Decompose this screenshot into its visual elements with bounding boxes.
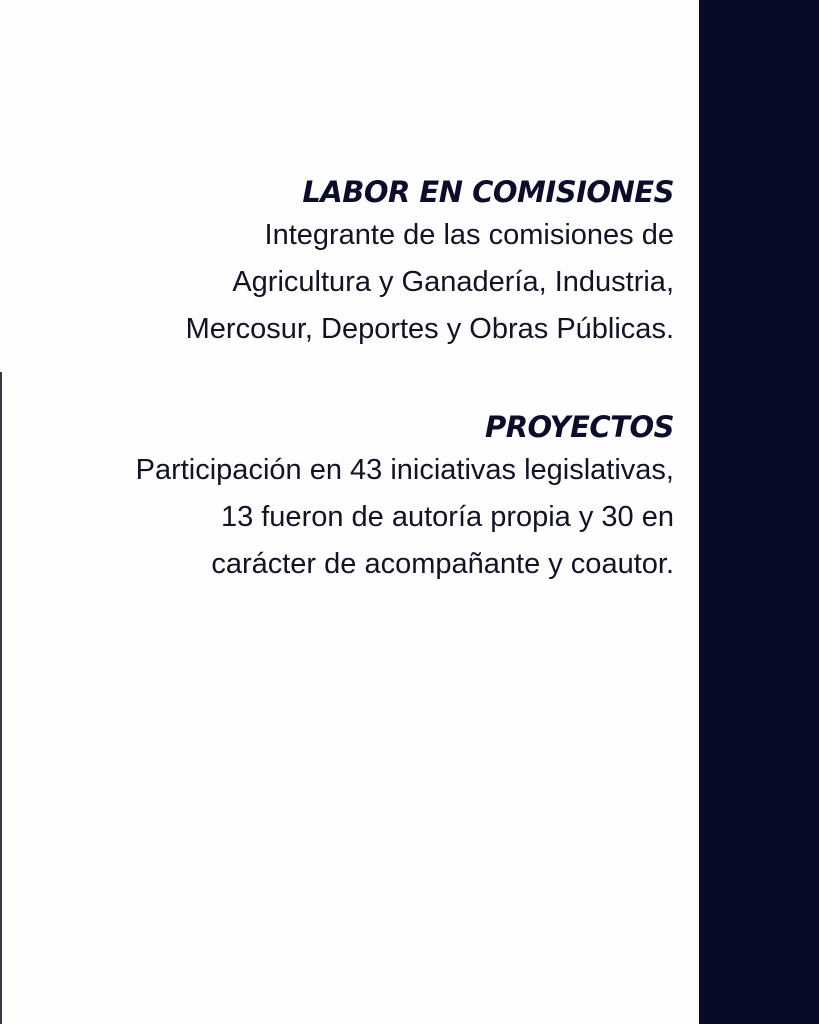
right-accent-band bbox=[699, 0, 819, 1024]
projects-description bbox=[40, 447, 674, 588]
projects-section bbox=[40, 407, 674, 588]
commissions-heading: LABOR EN COMISIONES bbox=[302, 175, 674, 209]
commissions-line-1: Integrante de las comisiones de bbox=[264, 219, 674, 251]
commissions-description bbox=[40, 212, 674, 353]
commissions-line-3: Mercosur, Deportes y Obras Públicas. bbox=[185, 313, 674, 345]
projects-line-1: Participación en 43 iniciativas legislativas, bbox=[135, 454, 674, 486]
projects-heading: PROYECTOS bbox=[484, 410, 674, 444]
projects-line-2: 13 fueron de autoría propia y 30 en bbox=[220, 501, 674, 533]
left-edge-line bbox=[0, 372, 2, 1024]
commissions-line-2: Agricultura y Ganadería, Industria, bbox=[232, 266, 674, 298]
commissions-section bbox=[40, 172, 674, 353]
projects-line-3: carácter de acompañante y coautor. bbox=[211, 548, 674, 580]
